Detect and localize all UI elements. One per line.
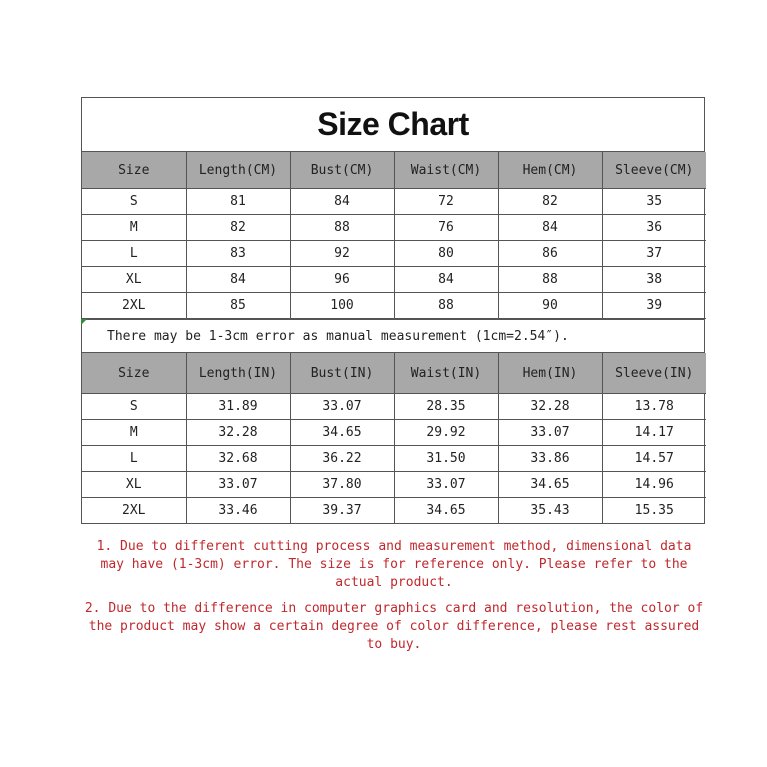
table-cell: 81 [186, 189, 290, 215]
table-cell: L [82, 241, 186, 267]
table-cell: 39 [602, 293, 706, 319]
table-cell: M [82, 215, 186, 241]
in-header-length: Length(IN) [186, 353, 290, 394]
table-row [82, 394, 706, 420]
cm-header-bust: Bust(CM) [290, 152, 394, 189]
in-header-size: Size [82, 353, 186, 394]
table-cell: 33.07 [186, 472, 290, 498]
table-row [82, 215, 706, 241]
in-header-bust: Bust(IN) [290, 353, 394, 394]
table-cell: M [82, 420, 186, 446]
table-cell: 76 [394, 215, 498, 241]
table-cell: 32.28 [186, 420, 290, 446]
table-cell: 84 [498, 215, 602, 241]
size-chart [81, 97, 705, 524]
table-cell: 15.35 [602, 498, 706, 524]
table-cell: 34.65 [498, 472, 602, 498]
table-cell: 14.96 [602, 472, 706, 498]
table-cell: 37 [602, 241, 706, 267]
table-cell: 96 [290, 267, 394, 293]
table-cell: 86 [498, 241, 602, 267]
table-cell: 80 [394, 241, 498, 267]
table-cell: XL [82, 267, 186, 293]
table-cell: 83 [186, 241, 290, 267]
table-row [82, 472, 706, 498]
table-cell: 34.65 [290, 420, 394, 446]
table-cell: XL [82, 472, 186, 498]
table-cell: 13.78 [602, 394, 706, 420]
table-cell: 33.86 [498, 446, 602, 472]
table-cell: 14.17 [602, 420, 706, 446]
table-row [82, 189, 706, 215]
table-row [82, 498, 706, 524]
cm-header-size: Size [82, 152, 186, 189]
table-cell: 32.68 [186, 446, 290, 472]
table-cell: 38 [602, 267, 706, 293]
table-cell: 88 [290, 215, 394, 241]
table-cell: S [82, 189, 186, 215]
table-cell: 39.37 [290, 498, 394, 524]
table-cell: 33.46 [186, 498, 290, 524]
disclaimer-measurement: 1. Due to different cutting process and measurement method, dimensional data may have (1-3cm) error. The size is for reference only. Please refer to the actual product. [96, 539, 692, 590]
table-row [82, 446, 706, 472]
table-row [82, 293, 706, 319]
cm-table-header-row [82, 152, 706, 189]
in-header-hem: Hem(IN) [498, 353, 602, 394]
table-cell: 35 [602, 189, 706, 215]
table-cell: 82 [186, 215, 290, 241]
table-cell: 37.80 [290, 472, 394, 498]
table-cell: 35.43 [498, 498, 602, 524]
in-table-header-row [82, 353, 706, 394]
table-cell: 36 [602, 215, 706, 241]
table-cell: 34.65 [394, 498, 498, 524]
table-cell: 31.50 [394, 446, 498, 472]
table-cell: 92 [290, 241, 394, 267]
cm-header-hem: Hem(CM) [498, 152, 602, 189]
in-size-table [82, 353, 706, 523]
table-cell: 29.92 [394, 420, 498, 446]
disclaimer-color: 2. Due to the difference in computer graphics card and resolution, the color of the product may show a certain degree of color difference, please rest assured to buy. [84, 601, 704, 652]
table-cell: 88 [498, 267, 602, 293]
table-cell: 100 [290, 293, 394, 319]
table-cell: 84 [290, 189, 394, 215]
table-cell: 90 [498, 293, 602, 319]
table-cell: 14.57 [602, 446, 706, 472]
cm-header-waist: Waist(CM) [394, 152, 498, 189]
table-row [82, 241, 706, 267]
table-cell: 2XL [82, 293, 186, 319]
table-cell: L [82, 446, 186, 472]
table-cell: 28.35 [394, 394, 498, 420]
table-cell: 32.28 [498, 394, 602, 420]
chart-title: Size Chart [82, 98, 704, 152]
table-cell: 85 [186, 293, 290, 319]
table-cell: 84 [186, 267, 290, 293]
in-header-sleeve: Sleeve(IN) [602, 353, 706, 394]
measurement-note [82, 319, 704, 353]
table-cell: 36.22 [290, 446, 394, 472]
table-row [82, 420, 706, 446]
table-cell: 33.07 [394, 472, 498, 498]
table-cell: 82 [498, 189, 602, 215]
measurement-note-text: There may be 1-3cm error as manual measurement (1cm=2.54″). [107, 328, 569, 344]
cm-size-table [82, 152, 706, 319]
table-cell: 2XL [82, 498, 186, 524]
corner-marker [81, 319, 87, 325]
table-cell: 84 [394, 267, 498, 293]
table-cell: 31.89 [186, 394, 290, 420]
cm-header-length: Length(CM) [186, 152, 290, 189]
table-cell: 88 [394, 293, 498, 319]
cm-header-sleeve: Sleeve(CM) [602, 152, 706, 189]
table-cell: 33.07 [290, 394, 394, 420]
table-row [82, 267, 706, 293]
table-cell: S [82, 394, 186, 420]
in-header-waist: Waist(IN) [394, 353, 498, 394]
table-cell: 33.07 [498, 420, 602, 446]
table-cell: 72 [394, 189, 498, 215]
